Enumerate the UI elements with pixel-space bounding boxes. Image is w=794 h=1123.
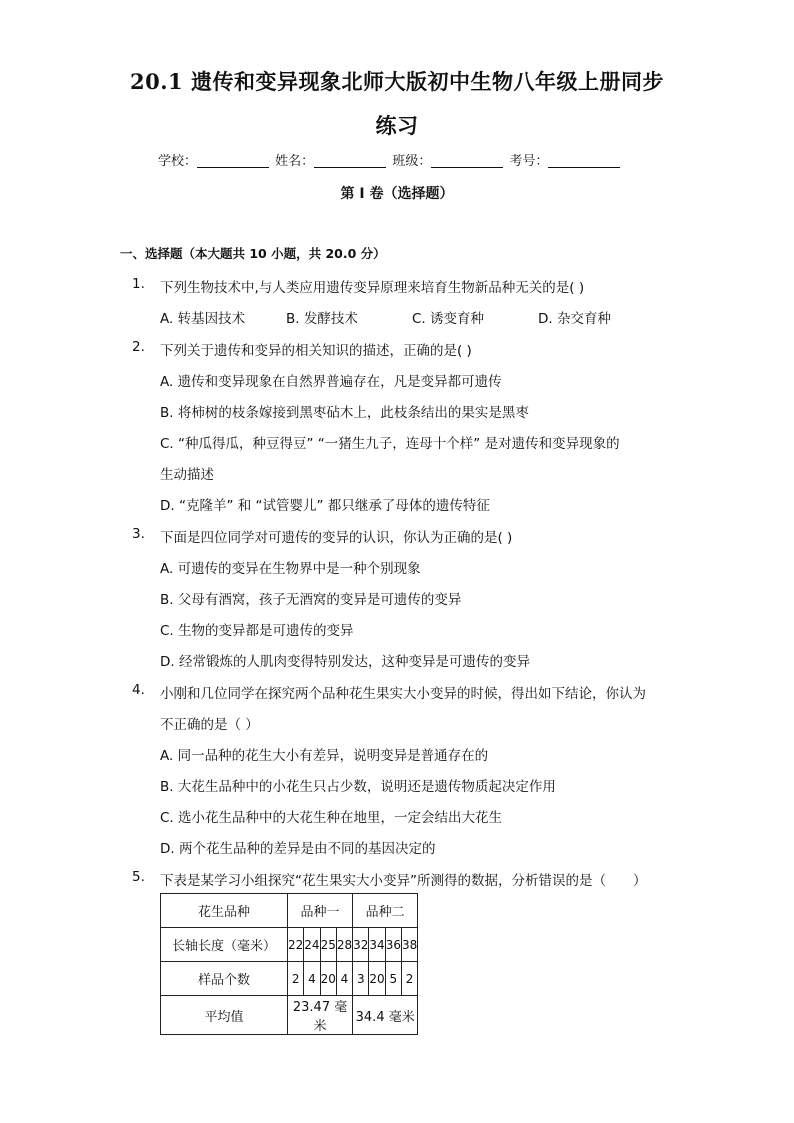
volume-heading: 第 I 卷（选择题） bbox=[340, 186, 454, 202]
option-c-continued: 生动描述 bbox=[160, 467, 214, 483]
school-field[interactable] bbox=[197, 153, 269, 168]
option-c[interactable]: C. 选小花生品种中的大花生种在地里，一定会结出大花生 bbox=[160, 810, 503, 826]
page-title-line2: 练习 bbox=[375, 113, 419, 138]
table-row bbox=[161, 962, 418, 996]
table-cell: 24 bbox=[304, 928, 320, 962]
question-number: 4. bbox=[132, 682, 145, 698]
table-cell: 22 bbox=[288, 928, 304, 962]
option-b[interactable]: B. 发酵技术 bbox=[286, 311, 358, 327]
question-stem: 小刚和几位同学在探究两个品种花生果实大小变异的时候，得出如下结论，你认为 bbox=[160, 686, 646, 702]
option-a[interactable]: A. 可遗传的变异在生物界中是一种个别现象 bbox=[160, 561, 421, 577]
table-cell: 20 bbox=[369, 962, 385, 996]
option-b[interactable]: B. 大花生品种中的小花生只占少数，说明还是遗传物质起决定作用 bbox=[160, 779, 556, 795]
table-cell: 28 bbox=[336, 928, 352, 962]
table-header-cell: 品种一 bbox=[288, 894, 353, 928]
table-cell: 20 bbox=[320, 962, 336, 996]
option-d[interactable]: D. 两个花生品种的差异是由不同的基因决定的 bbox=[160, 841, 436, 857]
exam-number-label: 考号： bbox=[509, 154, 549, 169]
option-b[interactable]: B. 父母有酒窝，孩子无酒窝的变异是可遗传的变异 bbox=[160, 592, 462, 608]
option-c[interactable]: C. “种瓜得瓜，种豆得豆” “一猪生九子，连母十个样” 是对遗传和变异现象的 bbox=[160, 436, 620, 452]
table-cell: 34 bbox=[369, 928, 385, 962]
question-number: 3. bbox=[132, 526, 145, 542]
table-row bbox=[161, 928, 418, 962]
table-cell: 2 bbox=[288, 962, 304, 996]
table-cell: 3 bbox=[353, 962, 369, 996]
option-d[interactable]: D. 杂交育种 bbox=[538, 311, 611, 327]
option-c[interactable]: C. 诱变育种 bbox=[412, 311, 485, 327]
exam-number-field[interactable] bbox=[548, 153, 620, 168]
name-label: 姓名： bbox=[275, 154, 315, 169]
peanut-data-table bbox=[160, 893, 418, 1035]
table-header-cell: 花生品种 bbox=[161, 894, 288, 928]
table-cell: 25 bbox=[320, 928, 336, 962]
table-cell: 23.47 毫米 bbox=[288, 996, 353, 1035]
option-d[interactable]: D. “克隆羊” 和 “试管婴儿” 都只继承了母体的遗传特征 bbox=[160, 498, 490, 514]
school-label: 学校： bbox=[158, 154, 198, 169]
table-row bbox=[161, 996, 418, 1035]
table-cell: 34.4 毫米 bbox=[353, 996, 418, 1035]
student-info-row bbox=[158, 150, 622, 169]
name-field[interactable] bbox=[314, 153, 386, 168]
table-row-label: 长轴长度（毫米） bbox=[161, 928, 288, 962]
question-stem: 下列生物技术中,与人类应用遗传变异原理来培育生物新品种无关的是( ) bbox=[160, 280, 585, 296]
table-row bbox=[161, 894, 418, 928]
option-row bbox=[160, 307, 611, 327]
question-number: 2. bbox=[132, 339, 145, 355]
option-c[interactable]: C. 生物的变异都是可遗传的变异 bbox=[160, 623, 354, 639]
page-title: 20.1 遗传和变异现象北师大版初中生物八年级上册同步 bbox=[130, 69, 664, 94]
question-stem: 下表是某学习小组探究“花生果实大小变异”所测得的数据，分析错误的是（ ） bbox=[160, 873, 647, 889]
table-cell: 36 bbox=[385, 928, 401, 962]
question-stem: 下列关于遗传和变异的相关知识的描述，正确的是( ) bbox=[160, 343, 472, 359]
table-row-label: 样品个数 bbox=[161, 962, 288, 996]
option-a[interactable]: A. 转基因技术 bbox=[160, 311, 246, 327]
table-row-label: 平均值 bbox=[161, 996, 288, 1035]
table-cell: 4 bbox=[336, 962, 352, 996]
table-cell: 38 bbox=[401, 928, 417, 962]
table-cell: 5 bbox=[385, 962, 401, 996]
class-field[interactable] bbox=[431, 153, 503, 168]
table-cell: 4 bbox=[304, 962, 320, 996]
table-cell: 2 bbox=[401, 962, 417, 996]
question-number: 5. bbox=[132, 869, 145, 885]
option-b[interactable]: B. 将柿树的枝条嫁接到黑枣砧木上，此枝条结出的果实是黑枣 bbox=[160, 405, 529, 421]
section-heading: 一、选择题（本大题共 10 小题，共 20.0 分） bbox=[120, 246, 386, 261]
option-a[interactable]: A. 遗传和变异现象在自然界普遍存在，凡是变异都可遗传 bbox=[160, 374, 502, 390]
question-number: 1. bbox=[132, 276, 145, 292]
option-d[interactable]: D. 经常锻炼的人肌肉变得特别发达，这种变异是可遗传的变异 bbox=[160, 654, 530, 670]
question-stem-continued: 不正确的是（ ） bbox=[160, 717, 259, 733]
table-cell: 32 bbox=[353, 928, 369, 962]
option-a[interactable]: A. 同一品种的花生大小有差异，说明变异是普通存在的 bbox=[160, 748, 489, 764]
table-header-cell: 品种二 bbox=[353, 894, 418, 928]
class-label: 班级： bbox=[392, 154, 432, 169]
question-stem: 下面是四位同学对可遗传的变异的认识，你认为正确的是( ) bbox=[160, 530, 513, 546]
